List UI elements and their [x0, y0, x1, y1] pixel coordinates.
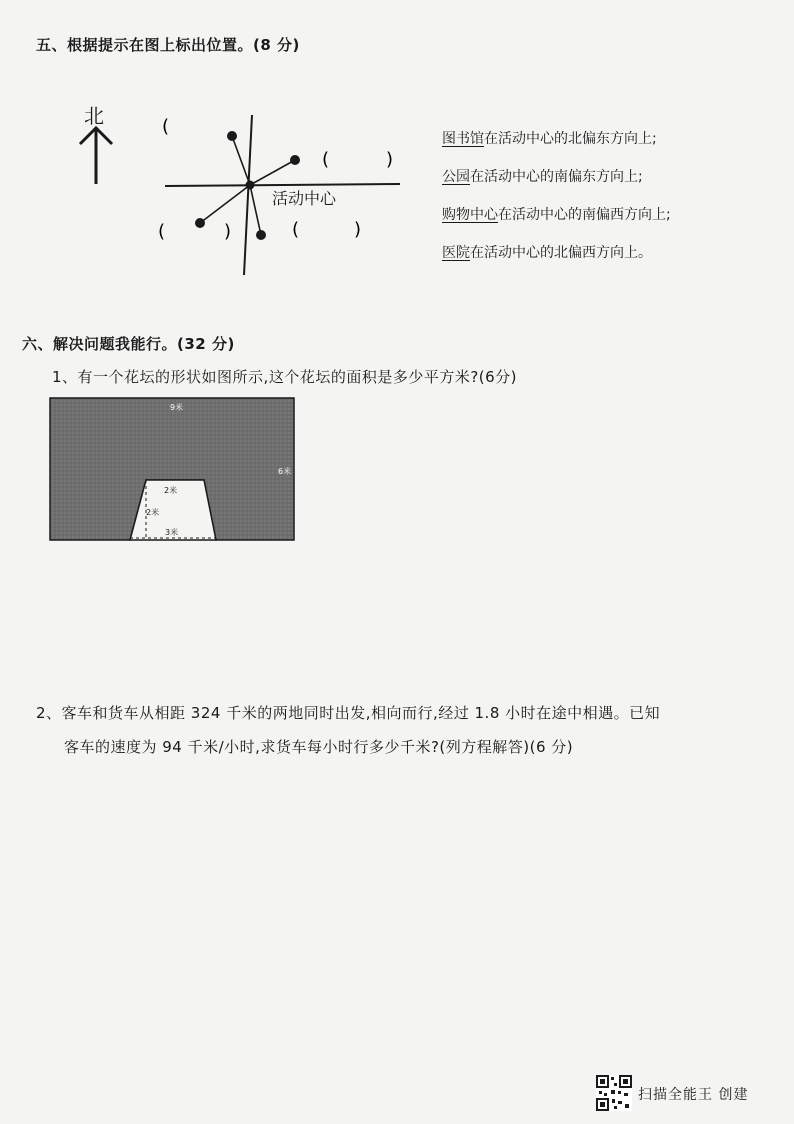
ns-axis: [244, 115, 252, 275]
hint-text: 在活动中心的北偏西方向上。: [470, 245, 652, 261]
hint-item: [442, 234, 671, 272]
label-trap-height-2m: 2米: [146, 508, 160, 517]
section6-heading: 六、解决问题我能行。(32 分): [22, 335, 235, 353]
hint-place: 购物中心: [442, 207, 498, 223]
label-top-9m: 9米: [170, 403, 184, 412]
blank-se-open: (: [292, 219, 300, 240]
hint-text: 在活动中心的南偏东方向上;: [470, 169, 643, 185]
label-trap-bottom-3m: 3米: [165, 528, 179, 537]
blank-ne-open: (: [322, 149, 330, 170]
hint-list: [442, 120, 671, 272]
point-southwest: [195, 218, 205, 228]
qr-code-icon: [596, 1075, 632, 1111]
flower-bed-figure: [48, 396, 300, 546]
question-2-line-1: 2、客车和货车从相距 324 千米的两地同时出发,相向而行,经过 1.8 小时在途中相遇。已知: [36, 704, 661, 722]
question-2-line-2: 客车的速度为 94 千米/小时,求货车每小时行多少千米?(列方程解答)(6 分): [64, 738, 574, 756]
compass-diagram: [150, 105, 430, 285]
hint-item: [442, 158, 671, 196]
ew-axis: [165, 184, 400, 186]
point-northeast: [290, 155, 300, 165]
north-arrow-icon: [76, 124, 116, 188]
point-southeast: [256, 230, 266, 240]
blank-se-close: ): [354, 219, 362, 240]
hint-place: 图书馆: [442, 131, 484, 147]
hint-item: [442, 196, 671, 234]
blank-ne-close: ): [386, 149, 394, 170]
label-trap-top-2m: 2米: [164, 486, 178, 495]
north-label: 北: [84, 104, 104, 128]
point-northwest: [227, 131, 237, 141]
blank-nw-open: (: [162, 116, 170, 137]
center-point: [246, 181, 255, 190]
hint-text: 在活动中心的北偏东方向上;: [484, 131, 657, 147]
scanner-watermark: 扫描全能王 创建: [638, 1087, 749, 1103]
hint-place: 医院: [442, 245, 470, 261]
center-label: 活动中心: [272, 189, 337, 208]
blank-sw-open: (: [158, 221, 166, 242]
question-1-text: 1、有一个花坛的形状如图所示,这个花坛的面积是多少平方米?(6分): [52, 368, 518, 386]
section5-heading: 五、根据提示在图上标出位置。(8 分): [36, 36, 300, 54]
label-right-6m: 6米: [278, 467, 292, 476]
blank-sw-close: ): [224, 221, 232, 242]
hint-item: [442, 120, 671, 158]
hint-place: 公园: [442, 169, 470, 185]
hint-text: 在活动中心的南偏西方向上;: [498, 207, 671, 223]
